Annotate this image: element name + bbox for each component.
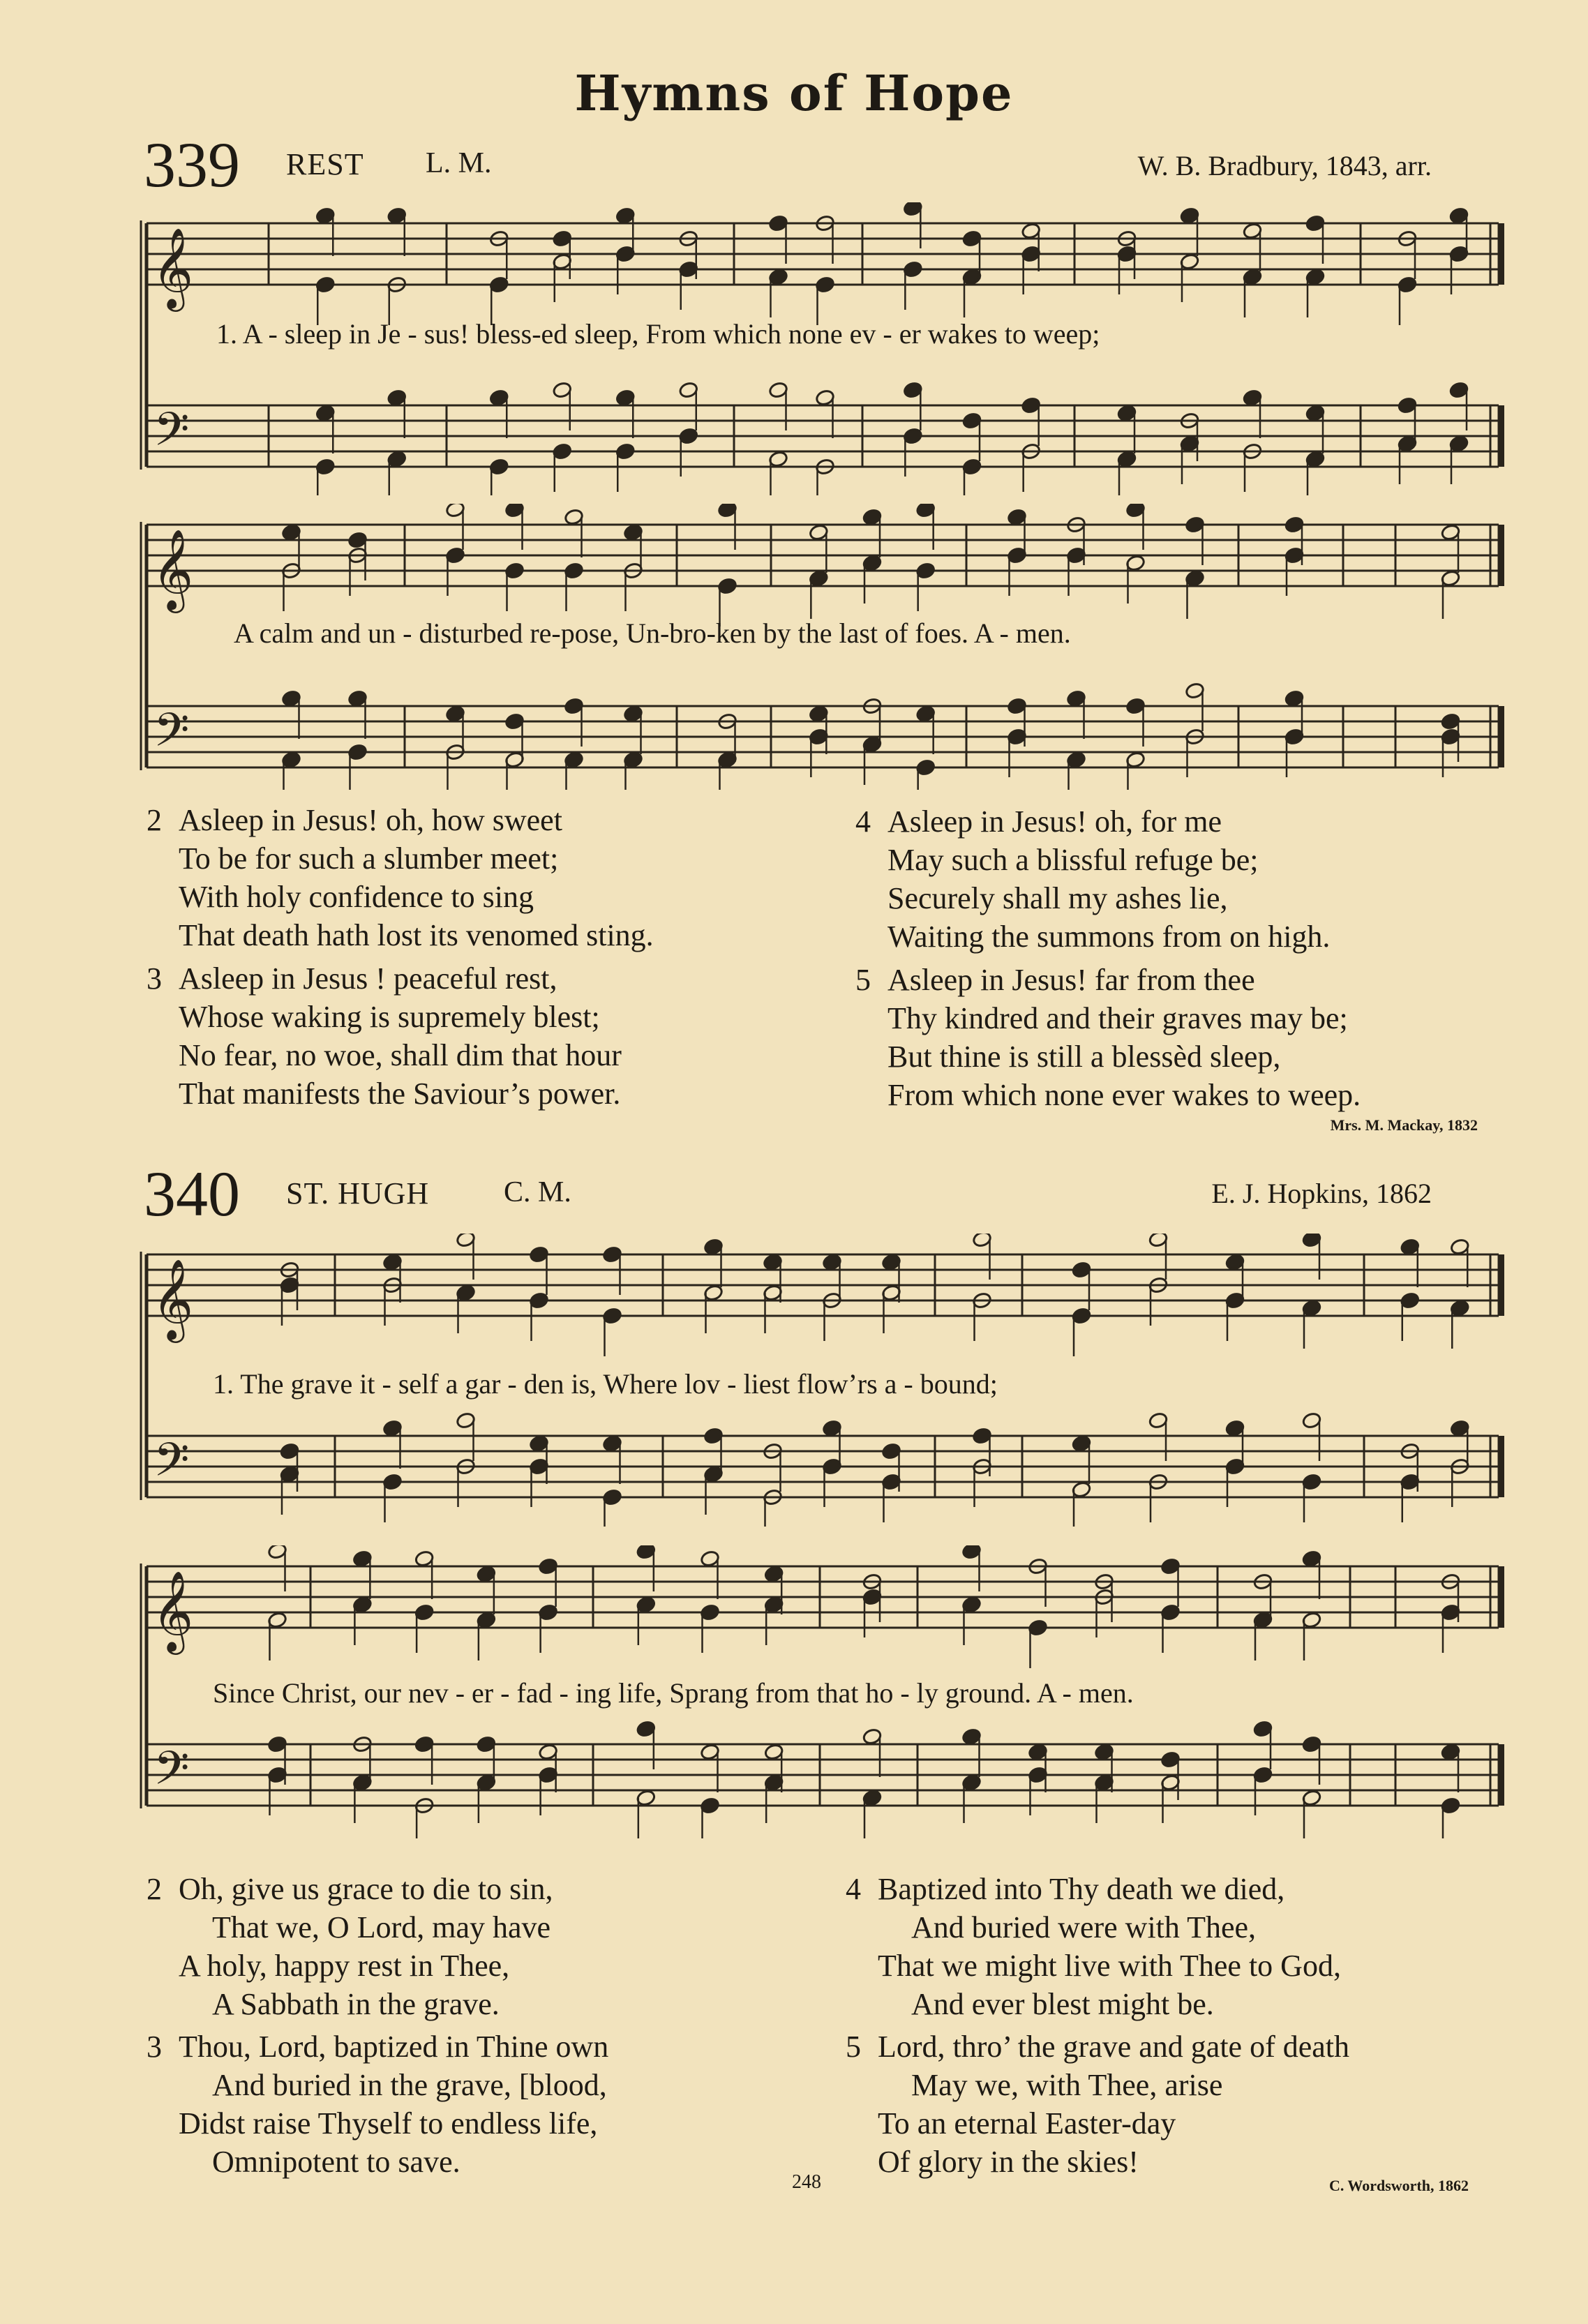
verse-number: 5: [855, 963, 871, 997]
svg-text:𝄞: 𝄞: [152, 227, 194, 308]
verse-line: Asleep in Jesus ! peaceful rest,: [179, 961, 557, 996]
verse-line: A holy, happy rest in Thee,: [179, 1949, 510, 1983]
verse-line: Asleep in Jesus! oh, how sweet: [179, 803, 562, 837]
composer: E. J. Hopkins, 1862: [1211, 1178, 1432, 1209]
verse-line: May we, with Thee, arise: [911, 2068, 1223, 2102]
meter: C. M.: [504, 1176, 571, 1208]
author-credit: C. Wordsworth, 1862: [1328, 2177, 1469, 2194]
verse-line: Asleep in Jesus! far from thee: [887, 963, 1255, 997]
verse-line: Thy kindred and their graves may be;: [887, 1001, 1348, 1035]
page-header: Hymns of Hope: [574, 64, 1014, 122]
verse-number: 4: [846, 1872, 861, 1906]
svg-text:𝄞: 𝄞: [152, 1570, 194, 1651]
verse-line: Omnipotent to save.: [212, 2145, 460, 2179]
verse-line: That manifests the Saviour’s power.: [179, 1077, 621, 1111]
verse-line: To be for such a slumber meet;: [179, 841, 559, 876]
verse-line: Whose waking is supremely blest;: [179, 1000, 600, 1034]
verse-line: From which none ever wakes to weep.: [887, 1078, 1361, 1112]
verse-number: 4: [855, 804, 871, 839]
verse-number: 2: [147, 803, 162, 837]
verse-line: Didst raise Thyself to endless life,: [179, 2106, 598, 2141]
verse-line: And buried in the grave, [blood,: [212, 2068, 607, 2102]
lyric-line: 1. A - sleep in Je - sus! bless-ed sleep, From which none ev - er wakes to weep;: [216, 318, 1100, 350]
verse-line: But thine is still a blessèd sleep,: [887, 1040, 1281, 1074]
composer: W. B. Bradbury, 1843, arr.: [1137, 150, 1432, 181]
verse-line: And ever blest might be.: [911, 1987, 1214, 2021]
verse-line: Lord, thro’ the grave and gate of death: [878, 2030, 1350, 2064]
verse-line: That we might live with Thee to God,: [878, 1949, 1341, 1983]
svg-text:𝄢: 𝄢: [153, 1741, 190, 1806]
verse: [147, 959, 622, 1113]
lyric-line: A calm and un - disturbed re-pose, Un-bro-ken by the last of foes. A - men.: [234, 617, 1071, 649]
verse-line: No fear, no woe, shall dim that hour: [179, 1038, 622, 1072]
verse-number: 2: [147, 1872, 162, 1906]
verse: [846, 2027, 1349, 2181]
hymn-number: 339: [144, 129, 240, 200]
verse-line: Oh, give us grace to die to sin,: [179, 1872, 553, 1906]
verse-line: Waiting the summons from on high.: [887, 920, 1331, 954]
lyric-line: 1. The grave it - self a gar - den is, Where lov - liest flow’rs a - bound;: [213, 1368, 998, 1400]
verse: [855, 802, 1330, 956]
verse: [855, 961, 1361, 1114]
svg-text:𝄞: 𝄞: [152, 1258, 194, 1340]
verse: [147, 801, 654, 954]
verse-line: Asleep in Jesus! oh, for me: [887, 804, 1222, 839]
tune-name: REST: [286, 147, 364, 181]
verse: [147, 1870, 553, 2023]
page-number: 248: [792, 2171, 821, 2193]
author-credit: Mrs. M. Mackay, 1832: [1330, 1116, 1478, 1134]
svg-text:𝄢: 𝄢: [153, 403, 190, 467]
verse-line: Securely shall my ashes lie,: [887, 881, 1228, 915]
verse-number: 5: [846, 2030, 861, 2064]
verse-line: Of glory in the skies!: [878, 2145, 1139, 2179]
meter: L. M.: [426, 147, 492, 179]
verse-number: 3: [147, 961, 162, 996]
verse: [147, 2027, 608, 2181]
verse-line: That we, O Lord, may have: [212, 1910, 551, 1944]
verse-line: A Sabbath in the grave.: [212, 1987, 500, 2021]
svg-text:𝄢: 𝄢: [153, 703, 190, 768]
hymn-number: 340: [144, 1158, 240, 1229]
svg-text:𝄢: 𝄢: [153, 1433, 190, 1498]
lyric-line: Since Christ, our nev - er - fad - ing life, Sprang from that ho - ly ground. A - men.: [213, 1677, 1134, 1709]
verse-line: To an eternal Easter-day: [878, 2106, 1176, 2141]
verse-line: And buried were with Thee,: [911, 1910, 1257, 1944]
verse-line: That death hath lost its venomed sting.: [179, 918, 654, 952]
verse: [846, 1870, 1341, 2023]
verse-line: Baptized into Thy death we died,: [878, 1872, 1285, 1906]
verse-number: 3: [147, 2030, 162, 2064]
verse-line: Thou, Lord, baptized in Thine own: [179, 2030, 609, 2064]
tune-name: ST. HUGH: [286, 1176, 430, 1210]
verse-line: With holy confidence to sing: [179, 880, 534, 914]
svg-text:𝄞: 𝄞: [152, 528, 194, 610]
verse-line: May such a blissful refuge be;: [887, 843, 1259, 877]
